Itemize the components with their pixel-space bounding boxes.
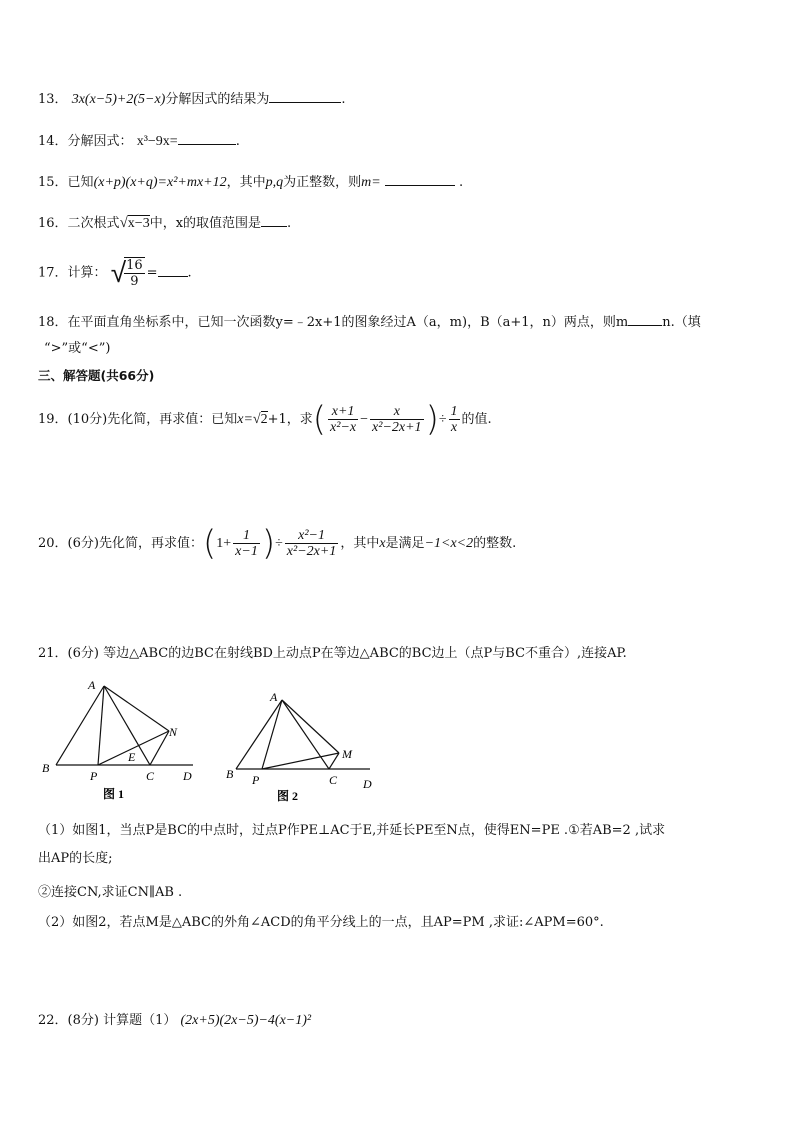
question-text: 二次根式 xyxy=(67,216,120,231)
figure-1-caption: 图 1 xyxy=(103,787,125,801)
fraction-3 xyxy=(449,404,460,435)
question-text: “>”或“<”) xyxy=(44,341,111,356)
right-paren: ) xyxy=(261,523,276,564)
question-text: 22．(8分) 计算题（1） xyxy=(38,1013,177,1028)
denominator: x²−2x+1 xyxy=(286,544,337,559)
divide: ÷ xyxy=(275,536,283,551)
question-21-part-1-continued xyxy=(38,850,113,868)
figure-1 xyxy=(38,676,208,802)
answer-blank xyxy=(385,172,455,186)
question-text: 中，x的取值范围是 xyxy=(149,216,262,231)
denominator: x xyxy=(450,420,458,435)
question-number: 13． xyxy=(38,92,68,107)
sqrt-sign: √ xyxy=(252,412,261,427)
question-number: 16． xyxy=(38,216,68,231)
question-text: 分解因式： xyxy=(67,134,133,149)
label-N: N xyxy=(169,725,178,739)
question-text: ，其中 xyxy=(340,536,380,551)
fraction xyxy=(124,257,145,289)
left-paren: ( xyxy=(202,523,217,564)
question-15 xyxy=(38,172,463,192)
sqrt-sign: √ xyxy=(119,215,128,231)
numerator: 1 xyxy=(450,404,458,419)
question-19 xyxy=(38,400,492,440)
question-text: n.（填 xyxy=(662,315,701,330)
denominator: x²−2x+1 xyxy=(372,420,422,435)
question-21-part-1-2 xyxy=(38,884,182,902)
label-P: P xyxy=(252,773,260,787)
label-B: B xyxy=(42,761,50,775)
radicand: 2 xyxy=(260,412,268,427)
question-21 xyxy=(38,645,627,663)
expression: m= xyxy=(361,175,381,190)
question-21-part-2 xyxy=(38,914,604,932)
question-text: +1，求 xyxy=(267,412,313,427)
period: . xyxy=(459,175,464,190)
numerator: x xyxy=(370,404,424,420)
question-text: 先化简，再求值：已知 xyxy=(107,412,238,427)
label-A: A xyxy=(270,690,278,704)
expression: −1<x<2 xyxy=(424,536,474,551)
divide: ÷ xyxy=(438,412,447,427)
answer-blank xyxy=(158,263,188,277)
question-14 xyxy=(38,131,240,151)
expression: (2x+5)(2x−5)−4(x−1)² xyxy=(180,1013,312,1028)
expression: 3x(x−5)+2(5−x) xyxy=(71,92,166,107)
fraction-1 xyxy=(328,404,358,435)
answer-blank xyxy=(269,89,341,103)
numerator: 16 xyxy=(126,258,143,273)
question-16 xyxy=(38,213,291,233)
numerator: 1 xyxy=(233,528,260,544)
fraction-1 xyxy=(233,528,260,559)
expression: x= xyxy=(237,412,253,427)
question-text: 的值. xyxy=(461,412,492,427)
expression: 1+ xyxy=(216,536,232,551)
figure-2-caption: 图 2 xyxy=(277,789,299,803)
question-text: 计算： xyxy=(67,265,107,281)
answer-blank xyxy=(261,213,287,227)
answer-blank xyxy=(178,131,236,145)
question-text: ，其中 xyxy=(226,175,266,190)
denominator: x−1 xyxy=(235,544,258,559)
sqrt-sign: √ xyxy=(110,256,127,289)
expression: p,q xyxy=(265,175,284,190)
question-number: 15． xyxy=(38,175,68,190)
question-text: 21．(6分) 等边△ABC的边BC在射线BD上动点P在等边△ABC的BC边上（点P与BC不重合）,连接AP. xyxy=(38,646,627,661)
question-18 xyxy=(38,312,701,332)
points: (10分) xyxy=(67,412,108,427)
question-number: 14． xyxy=(38,134,68,149)
question-text: ②连接CN,求证CN∥AB . xyxy=(38,885,183,900)
question-number: 19． xyxy=(38,412,68,427)
fraction-2 xyxy=(285,528,339,559)
denominator: x²−x xyxy=(330,420,357,435)
question-text: 18．在平面直角坐标系中，已知一次函数y=﹣2x+1的图象经过A（a，m)，B（a+1，n）两点，则m xyxy=(38,315,629,330)
question-text: 的整数. xyxy=(473,536,517,551)
period: . xyxy=(287,216,292,231)
expression: (x+p)(x+q)=x²+mx+12 xyxy=(93,175,227,190)
denominator: 9 xyxy=(130,274,139,289)
points: (6分) xyxy=(67,536,99,551)
label-A: A xyxy=(88,678,96,692)
question-text: 先化简，再求值： xyxy=(98,536,203,551)
fraction-2 xyxy=(370,404,424,435)
label-M: M xyxy=(342,747,352,761)
question-text: 分解因式的结果为 xyxy=(165,92,270,107)
question-number: 20． xyxy=(38,536,68,551)
question-17 xyxy=(38,256,192,291)
question-text: 是满足 xyxy=(385,536,425,551)
section-heading: 三、解答题(共66分) xyxy=(38,368,155,383)
expression: x³−9x= xyxy=(136,134,178,149)
question-21-part-1 xyxy=(38,822,665,840)
question-13 xyxy=(38,89,345,109)
period: . xyxy=(341,92,346,107)
radicand: x−3 xyxy=(127,216,150,231)
label-C: C xyxy=(146,769,155,783)
numerator: x+1 xyxy=(328,404,358,420)
question-22 xyxy=(38,1012,311,1030)
question-text: （2）如图2，若点M是△ABC的外角∠ACD的角平分线上的一点，且AP=PM ,求证:∠APM=60°. xyxy=(38,915,604,930)
question-number: 17． xyxy=(38,265,68,281)
label-P: P xyxy=(90,769,98,783)
question-text: （1）如图1，当点P是BC的中点时，过点P作PE⊥AC于E,并延长PE至N点，使得EN=PE .①若AB=2 ,试求 xyxy=(38,823,666,838)
question-text: 出AP的长度; xyxy=(38,851,113,866)
label-D: D xyxy=(363,777,372,791)
answer-blank xyxy=(628,312,662,326)
question-text: 已知 xyxy=(67,175,94,190)
label-B: B xyxy=(226,767,234,781)
left-paren: ( xyxy=(312,399,327,440)
period: . xyxy=(187,265,192,281)
figure-2 xyxy=(222,686,382,806)
minus: − xyxy=(360,412,369,427)
question-text: 为正整数，则 xyxy=(283,175,362,190)
expression: x xyxy=(379,536,386,551)
numerator: x²−1 xyxy=(285,528,339,544)
label-E: E xyxy=(128,750,136,764)
question-20 xyxy=(38,524,516,564)
label-D: D xyxy=(183,769,192,783)
right-paren: ) xyxy=(425,399,439,440)
label-C: C xyxy=(329,773,338,787)
period: . xyxy=(235,134,240,149)
equals: = xyxy=(146,265,158,281)
question-18-continued xyxy=(44,340,110,358)
